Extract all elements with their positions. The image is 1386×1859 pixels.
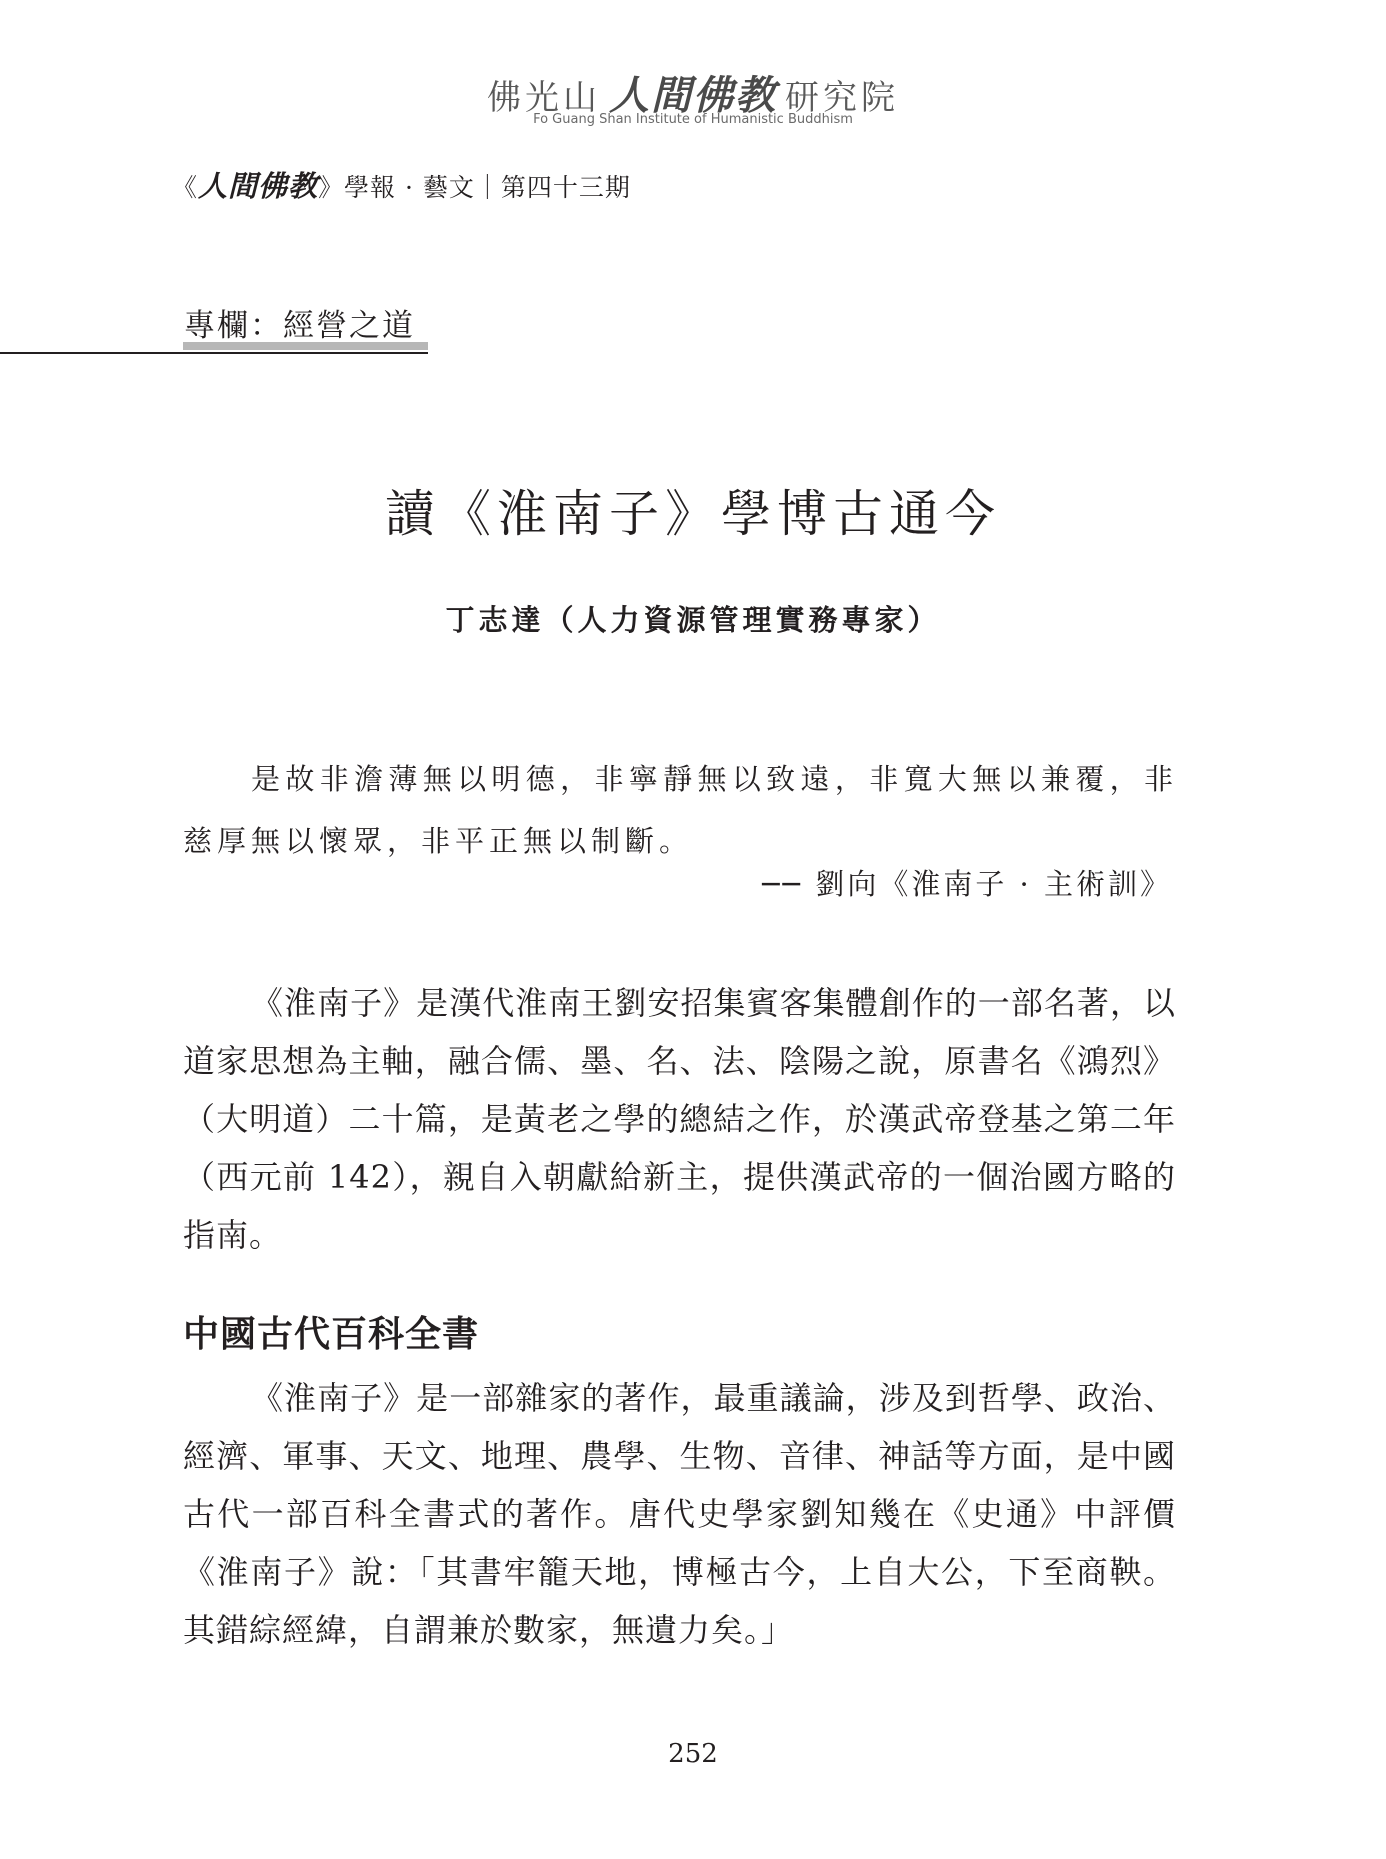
section-heading: 中國古代百科全書: [183, 1313, 480, 1355]
column-label: 專欄：經營之道: [184, 308, 415, 344]
institute-prefix: 佛光山: [487, 78, 601, 118]
page-number: 252: [668, 1739, 718, 1769]
journal-brand-logo: 人間佛教: [198, 169, 319, 203]
column-divider-rule: [0, 352, 428, 354]
institute-brand-logo: 人間佛教: [609, 73, 777, 119]
article-author: 丁志達（人力資源管理實務專家）: [445, 603, 941, 637]
body-paragraph: 《淮南子》是一部雜家的著作，最重議論，涉及到哲學、政治、經濟、軍事、天文、地理、農學、生物、音律、神話等方面，是中國古代一部百科全書式的著作。唐代史學家劉知幾在《史通》中評價《淮南子》說：「其書牢籠天地，博極古今，上自大公，下至商鞅。其錯綜經緯，自謂兼於數家，無遺力矣。」: [183, 1379, 1176, 1649]
epigraph-quote: 是故非澹薄無以明德，非寧靜無以致遠，非寬大無以兼覆，非慈厚無以懷眾，非平正無以制斷。: [183, 762, 1178, 858]
epigraph-source: ── 劉向《淮南子 · 主術訓》: [762, 867, 1172, 901]
journal-issue-text: 》學報 · 藝文｜第四十三期: [318, 173, 631, 202]
article-title: 讀《淮南子》學博古通今: [385, 485, 1001, 543]
institute-suffix: 研究院: [785, 78, 899, 118]
journal-running-head: [172, 164, 631, 205]
institute-english-name: Fo Guang Shan Institute of Humanistic Buddhism: [533, 112, 853, 127]
body-paragraph: 《淮南子》是漢代淮南王劉安招集賓客集體創作的一部名著，以道家思想為主軸，融合儒、墨、名、法、陰陽之說，原書名《鴻烈》（大明道）二十篇，是黃老之學的總結之作，於漢武帝登基之第二年（西元前 142），親自入朝獻給新主，提供漢武帝的一個治國方略的指南。: [183, 984, 1176, 1254]
journal-open-bracket: 《: [172, 173, 199, 202]
